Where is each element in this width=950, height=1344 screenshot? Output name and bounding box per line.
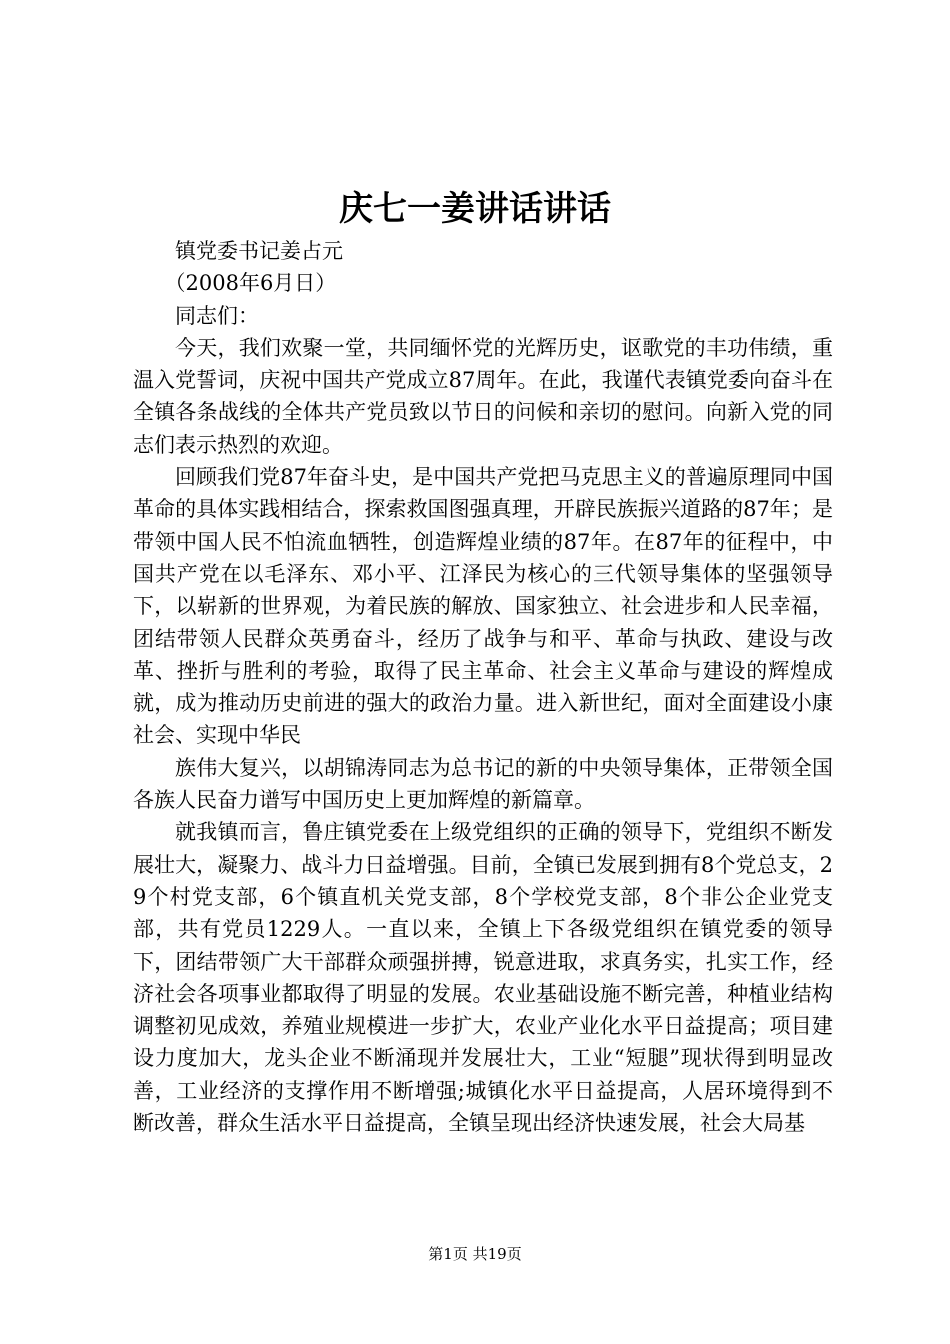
body-paragraph-3: 族伟大复兴，以胡锦涛同志为总书记的新的中央领导集体，正带领全国各族人民奋力谱写中国历史上更加辉煌的新篇章。 (133, 755, 833, 813)
document-title: 庆七一姜讲话讲话 (339, 189, 611, 229)
page-footer: 第1页 共19页 (428, 1245, 522, 1263)
body-paragraph-2: 回顾我们党87年奋斗史，是中国共产党把马克思主义的普遍原理同中国革命的具体实践相结合，探索救国图强真理，开辟民族振兴道路的87年；是带领中国人民不怕流血牺牲，创造辉煌业绩的87年。在87年的征程中，中国共产党在以毛泽东、邓小平、江泽民为核心的三代领导集体的坚强领导下，以崭新的世界观，为着民族的解放、国家独立、社会进步和人民幸福，团结带领人民群众英勇奋斗，经历了战争与和平、革命与执政、建设与改革、挫折与胜利的考验，取得了民主革命、社会主义革命与建设的辉煌成就，成为推动历史前进的强大的政治力量。进入新世纪，面对全面建设小康社会、实现中华民 (133, 465, 833, 748)
salutation: 同志们： (175, 303, 259, 328)
body-paragraph-4: 就我镇而言，鲁庄镇党委在上级党组织的正确的领导下，党组织不断发展壮大，凝聚力、战斗力日益增强。目前，全镇已发展到拥有8个党总支，29个村党支部，6个镇直机关党支部，8个学校党支部，8个非公企业党支部，共有党员1229人。一直以来，全镇上下各级党组织在镇党委的领导下，团结带领广大干部群众顽强拼搏，锐意进取，求真务实，扎实工作，经济社会各项事业都取得了明显的发展。农业基础设施不断完善，种植业结构调整初见成效，养殖业规模进一步扩大，农业产业化水平日益提高；项目建设力度加大，龙头企业不断涌现并发展壮大，工业“短腿”现状得到明显改善，工业经济的支撑作用不断增强;城镇化水平日益提高，人居环境得到不断改善，群众生活水平日益提高，全镇呈现出经济快速发展，社会大局基 (133, 820, 833, 1136)
date-line: （2008年6月日） (164, 271, 337, 296)
author-line: 镇党委书记姜占元 (175, 239, 343, 263)
document-body (133, 235, 833, 1139)
body-paragraph-1: 今天，我们欢聚一堂，共同缅怀党的光辉历史，讴歌党的丰功伟绩，重温入党誓词，庆祝中国共产党成立87周年。在此，我谨代表镇党委向奋斗在全镇各条战线的全体共产党员致以节日的问候和亲切的慰问。向新入党的同志们表示热烈的欢迎。 (133, 335, 833, 457)
